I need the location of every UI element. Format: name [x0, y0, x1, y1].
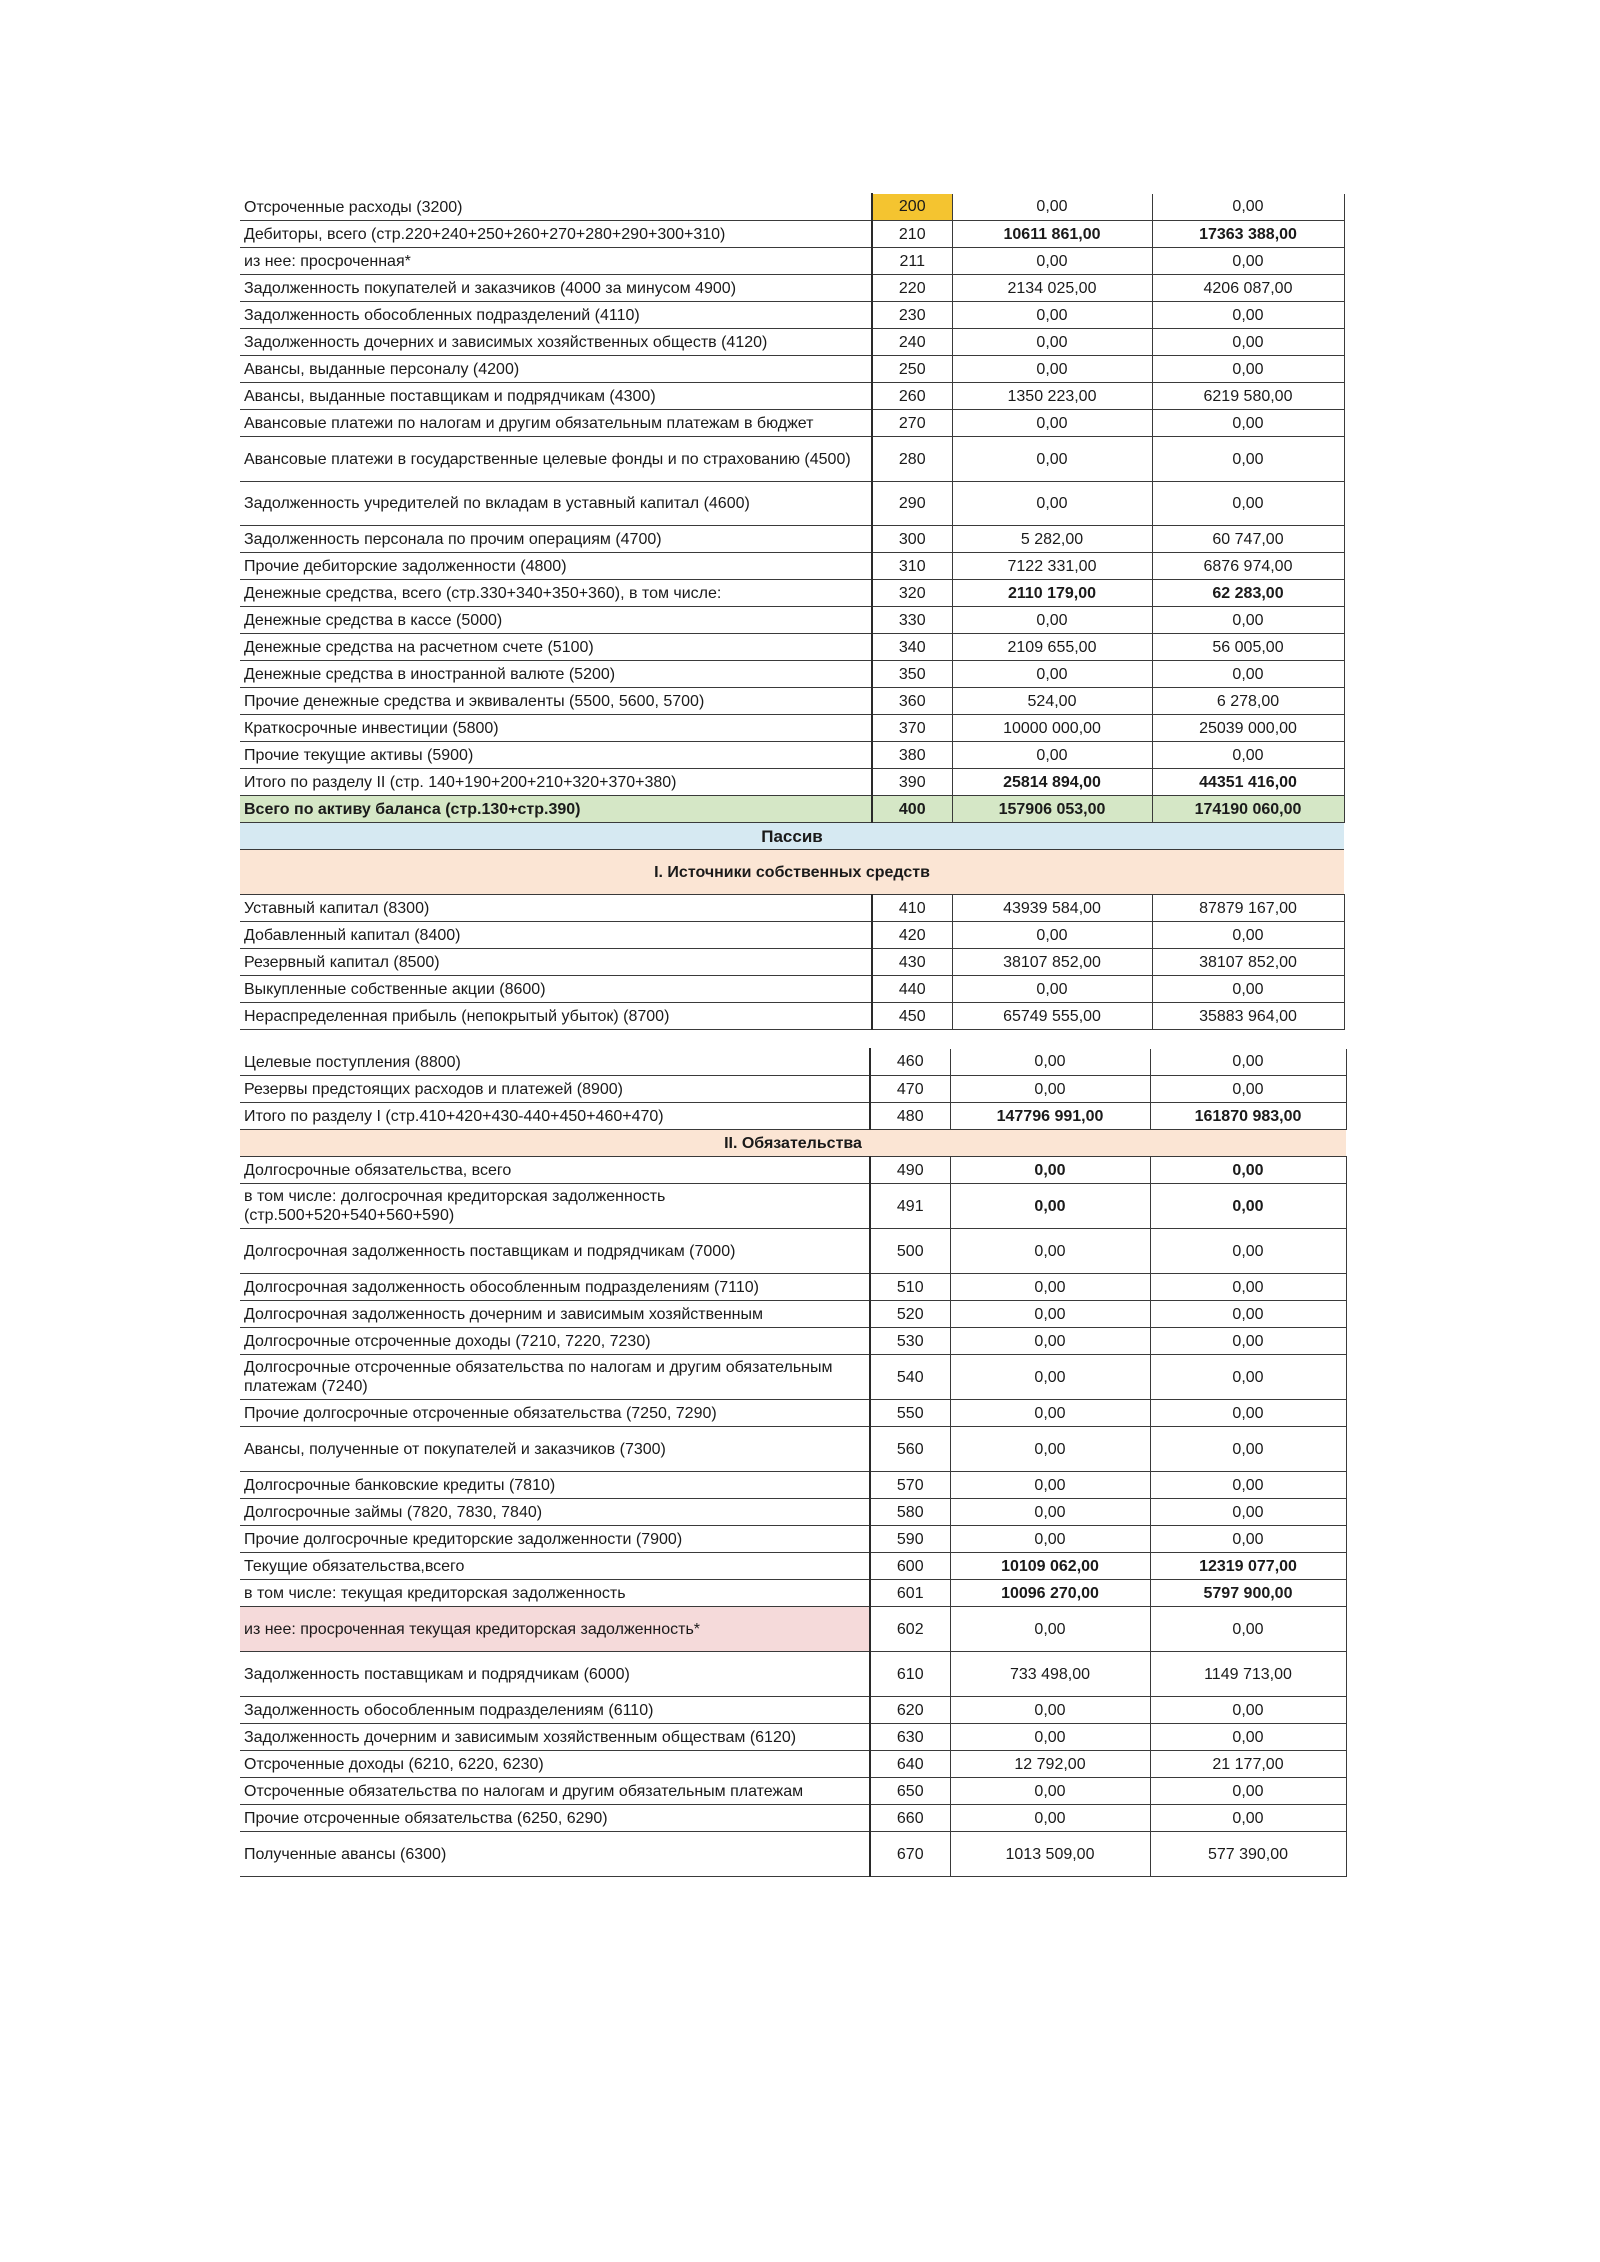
- row-code: 602: [870, 1607, 950, 1652]
- value-start: 157906 053,00: [952, 796, 1152, 823]
- row-code: 400: [872, 796, 952, 823]
- value-start: 0,00: [950, 1607, 1150, 1652]
- row-name: Авансы, выданные персоналу (4200): [240, 356, 872, 383]
- table-row: [240, 634, 1344, 661]
- value-end: 62 283,00: [1152, 580, 1344, 607]
- row-code: 530: [870, 1328, 950, 1355]
- value-end: 0,00: [1150, 1049, 1346, 1076]
- row-code: 670: [870, 1832, 950, 1877]
- value-start: 1350 223,00: [952, 383, 1152, 410]
- row-name: Долгосрочная задолженность обособленным подразделениям (7110): [240, 1274, 870, 1301]
- value-end: 35883 964,00: [1152, 1003, 1344, 1030]
- row-code: 260: [872, 383, 952, 410]
- row-name: Резервный капитал (8500): [240, 949, 872, 976]
- row-code: 620: [870, 1697, 950, 1724]
- value-start: 0,00: [952, 976, 1152, 1003]
- value-end: 0,00: [1150, 1499, 1346, 1526]
- row-name: Резервы предстоящих расходов и платежей (8900): [240, 1076, 870, 1103]
- row-code: 610: [870, 1652, 950, 1697]
- row-code: 340: [872, 634, 952, 661]
- row-code: 220: [872, 275, 952, 302]
- row-name: Прочие текущие активы (5900): [240, 742, 872, 769]
- table-row: [240, 1499, 1346, 1526]
- value-start: 524,00: [952, 688, 1152, 715]
- table-row: [240, 1472, 1346, 1499]
- row-code: 570: [870, 1472, 950, 1499]
- value-start: 2134 025,00: [952, 275, 1152, 302]
- table-row: [240, 922, 1344, 949]
- row-code: 600: [870, 1553, 950, 1580]
- row-name: Денежные средства в иностранной валюте (5200): [240, 661, 872, 688]
- value-start: 0,00: [950, 1229, 1150, 1274]
- table-row: [240, 1652, 1346, 1697]
- row-name: Долгосрочная задолженность поставщикам и подрядчикам (7000): [240, 1229, 870, 1274]
- table-row: [240, 1328, 1346, 1355]
- value-end: 0,00: [1152, 922, 1344, 949]
- value-start: 733 498,00: [950, 1652, 1150, 1697]
- value-end: 161870 983,00: [1150, 1103, 1346, 1130]
- row-code: 390: [872, 769, 952, 796]
- value-start: 1013 509,00: [950, 1832, 1150, 1877]
- value-start: 0,00: [950, 1724, 1150, 1751]
- row-name: Отсроченные доходы (6210, 6220, 6230): [240, 1751, 870, 1778]
- row-name: Краткосрочные инвестиции (5800): [240, 715, 872, 742]
- row-name: Прочие дебиторские задолженности (4800): [240, 553, 872, 580]
- row-name: в том числе: долгосрочная кредиторская задолженность (стр.500+520+540+560+590): [240, 1184, 870, 1229]
- row-name: Текущие обязательства,всего: [240, 1553, 870, 1580]
- table-row: [240, 607, 1344, 634]
- table-row: [240, 1697, 1346, 1724]
- section-equity: [240, 850, 1344, 895]
- row-name: Долгосрочные отсроченные обязательства по налогам и другим обязательным платежам (7240): [240, 1355, 870, 1400]
- value-start: 0,00: [950, 1427, 1150, 1472]
- value-start: 0,00: [950, 1355, 1150, 1400]
- value-start: 25814 894,00: [952, 769, 1152, 796]
- value-end: 0,00: [1150, 1328, 1346, 1355]
- value-start: 2110 179,00: [952, 580, 1152, 607]
- value-start: 0,00: [950, 1472, 1150, 1499]
- row-name: Прочие денежные средства и эквиваленты (5500, 5600, 5700): [240, 688, 872, 715]
- row-code: 500: [870, 1229, 950, 1274]
- value-start: 12 792,00: [950, 1751, 1150, 1778]
- table-row: [240, 1049, 1346, 1076]
- row-code: 470: [870, 1076, 950, 1103]
- value-start: 65749 555,00: [952, 1003, 1152, 1030]
- value-start: 10611 861,00: [952, 221, 1152, 248]
- row-name: Долгосрочные займы (7820, 7830, 7840): [240, 1499, 870, 1526]
- row-code: 410: [872, 895, 952, 922]
- row-code: 300: [872, 526, 952, 553]
- value-end: 87879 167,00: [1152, 895, 1344, 922]
- value-start: 10000 000,00: [952, 715, 1152, 742]
- table-row: [240, 1580, 1346, 1607]
- value-start: 0,00: [952, 437, 1152, 482]
- value-end: 17363 388,00: [1152, 221, 1344, 248]
- value-end: 0,00: [1152, 329, 1344, 356]
- row-name: Долгосрочная задолженность дочерним и зависимым хозяйственным: [240, 1301, 870, 1328]
- row-code: 550: [870, 1400, 950, 1427]
- balance-table-top: [240, 193, 1345, 1030]
- value-end: 0,00: [1150, 1724, 1346, 1751]
- row-name: Задолженность обособленных подразделений (4110): [240, 302, 872, 329]
- value-start: 0,00: [952, 661, 1152, 688]
- row-code: 460: [870, 1049, 950, 1076]
- row-name: Дебиторы, всего (стр.220+240+250+260+270+280+290+300+310): [240, 221, 872, 248]
- row-name: Отсроченные обязательства по налогам и другим обязательным платежам: [240, 1778, 870, 1805]
- value-start: 0,00: [950, 1778, 1150, 1805]
- row-code: 320: [872, 580, 952, 607]
- value-start: 2109 655,00: [952, 634, 1152, 661]
- section-liabilities-label: II. Обязательства: [240, 1130, 1346, 1157]
- table-row: [240, 796, 1344, 823]
- value-end: 6219 580,00: [1152, 383, 1344, 410]
- value-start: 10096 270,00: [950, 1580, 1150, 1607]
- value-end: 21 177,00: [1150, 1751, 1346, 1778]
- row-name: Итого по разделу II (стр. 140+190+200+210+320+370+380): [240, 769, 872, 796]
- value-start: 0,00: [952, 248, 1152, 275]
- row-name: Задолженность дочерних и зависимых хозяйственных обществ (4120): [240, 329, 872, 356]
- row-name: Долгосрочные банковские кредиты (7810): [240, 1472, 870, 1499]
- value-start: 0,00: [952, 607, 1152, 634]
- row-name: Прочие отсроченные обязательства (6250, 6290): [240, 1805, 870, 1832]
- row-code: 350: [872, 661, 952, 688]
- value-start: 0,00: [952, 356, 1152, 383]
- value-start: 147796 991,00: [950, 1103, 1150, 1130]
- row-code: 490: [870, 1157, 950, 1184]
- value-start: 0,00: [950, 1274, 1150, 1301]
- value-start: 0,00: [950, 1328, 1150, 1355]
- row-code: 430: [872, 949, 952, 976]
- value-start: 0,00: [952, 410, 1152, 437]
- value-end: 0,00: [1150, 1526, 1346, 1553]
- row-code: 420: [872, 922, 952, 949]
- row-name: Всего по активу баланса (стр.130+стр.390): [240, 796, 872, 823]
- value-end: 0,00: [1150, 1355, 1346, 1400]
- table-row: [240, 248, 1344, 275]
- section-passive: [240, 823, 1344, 850]
- row-name: Задолженность покупателей и заказчиков (4000 за минусом 4900): [240, 275, 872, 302]
- row-code: 440: [872, 976, 952, 1003]
- table-row: [240, 383, 1344, 410]
- row-name: Задолженность учредителей по вкладам в уставный капитал (4600): [240, 482, 872, 526]
- row-name: Задолженность обособленным подразделениям (6110): [240, 1697, 870, 1724]
- row-code: 560: [870, 1427, 950, 1472]
- value-end: 0,00: [1152, 607, 1344, 634]
- table-row: [240, 715, 1344, 742]
- value-start: 0,00: [950, 1049, 1150, 1076]
- row-code: 650: [870, 1778, 950, 1805]
- value-start: 7122 331,00: [952, 553, 1152, 580]
- value-end: 577 390,00: [1150, 1832, 1346, 1877]
- row-code: 580: [870, 1499, 950, 1526]
- value-start: 0,00: [952, 922, 1152, 949]
- row-name: Авансовые платежи в государственные целевые фонды и по страхованию (4500): [240, 437, 872, 482]
- row-code: 590: [870, 1526, 950, 1553]
- table-row: [240, 1157, 1346, 1184]
- row-code: 640: [870, 1751, 950, 1778]
- table-row: [240, 1003, 1344, 1030]
- row-code: 491: [870, 1184, 950, 1229]
- row-name: Добавленный капитал (8400): [240, 922, 872, 949]
- table-row: [240, 1103, 1346, 1130]
- table-row: [240, 437, 1344, 482]
- row-name: Нераспределенная прибыль (непокрытый убыток) (8700): [240, 1003, 872, 1030]
- balance-table-bottom: [240, 1048, 1347, 1877]
- section-passive-label: Пассив: [240, 823, 1344, 850]
- value-end: 0,00: [1150, 1076, 1346, 1103]
- row-name: Денежные средства на расчетном счете (5100): [240, 634, 872, 661]
- value-end: 0,00: [1150, 1229, 1346, 1274]
- row-name: Авансовые платежи по налогам и другим обязательным платежам в бюджет: [240, 410, 872, 437]
- row-code: 380: [872, 742, 952, 769]
- row-code: 270: [872, 410, 952, 437]
- row-code: 370: [872, 715, 952, 742]
- value-end: 0,00: [1152, 437, 1344, 482]
- value-end: 60 747,00: [1152, 526, 1344, 553]
- table-row: [240, 1832, 1346, 1877]
- row-code: 250: [872, 356, 952, 383]
- value-start: 0,00: [950, 1697, 1150, 1724]
- table-row: [240, 1355, 1346, 1400]
- row-code: 210: [872, 221, 952, 248]
- table-row: [240, 1229, 1346, 1274]
- table-row: [240, 688, 1344, 715]
- table-row: [240, 1427, 1346, 1472]
- row-code: 510: [870, 1274, 950, 1301]
- value-start: 43939 584,00: [952, 895, 1152, 922]
- value-end: 0,00: [1152, 302, 1344, 329]
- row-code: 601: [870, 1580, 950, 1607]
- table-row: [240, 221, 1344, 248]
- table-row: [240, 1400, 1346, 1427]
- value-end: 0,00: [1152, 742, 1344, 769]
- table-row: [240, 1274, 1346, 1301]
- value-start: 0,00: [952, 742, 1152, 769]
- table-row: [240, 895, 1344, 922]
- value-end: 0,00: [1150, 1778, 1346, 1805]
- value-start: 0,00: [950, 1526, 1150, 1553]
- row-code: 230: [872, 302, 952, 329]
- row-code: 310: [872, 553, 952, 580]
- row-name: Полученные авансы (6300): [240, 1832, 870, 1877]
- row-name: Уставный капитал (8300): [240, 895, 872, 922]
- table-row: [240, 1526, 1346, 1553]
- row-name: Денежные средства, всего (стр.330+340+350+360), в том числе:: [240, 580, 872, 607]
- row-code: 280: [872, 437, 952, 482]
- value-start: 0,00: [950, 1157, 1150, 1184]
- value-end: 38107 852,00: [1152, 949, 1344, 976]
- row-name: Прочие долгосрочные кредиторские задолженности (7900): [240, 1526, 870, 1553]
- value-end: 174190 060,00: [1152, 796, 1344, 823]
- row-name: из нее: просроченная*: [240, 248, 872, 275]
- row-code: 480: [870, 1103, 950, 1130]
- value-start: 0,00: [952, 482, 1152, 526]
- value-start: 0,00: [950, 1499, 1150, 1526]
- row-code: 200: [872, 194, 952, 221]
- row-name: из нее: просроченная текущая кредиторская задолженность*: [240, 1607, 870, 1652]
- row-name: Итого по разделу I (стр.410+420+430-440+450+460+470): [240, 1103, 870, 1130]
- table-row: [240, 356, 1344, 383]
- value-end: 44351 416,00: [1152, 769, 1344, 796]
- row-code: 211: [872, 248, 952, 275]
- value-end: 0,00: [1150, 1400, 1346, 1427]
- row-code: 290: [872, 482, 952, 526]
- value-start: 5 282,00: [952, 526, 1152, 553]
- table-row: [240, 949, 1344, 976]
- row-name: в том числе: текущая кредиторская задолженность: [240, 1580, 870, 1607]
- table-row: [240, 1751, 1346, 1778]
- value-start: 38107 852,00: [952, 949, 1152, 976]
- row-code: 520: [870, 1301, 950, 1328]
- value-start: 0,00: [950, 1184, 1150, 1229]
- table-row: [240, 526, 1344, 553]
- table-row: [240, 1778, 1346, 1805]
- value-end: 12319 077,00: [1150, 1553, 1346, 1580]
- value-end: 0,00: [1152, 194, 1344, 221]
- value-end: 0,00: [1150, 1301, 1346, 1328]
- table-row: [240, 275, 1344, 302]
- value-start: 0,00: [952, 194, 1152, 221]
- value-start: 0,00: [950, 1301, 1150, 1328]
- row-name: Задолженность поставщикам и подрядчикам (6000): [240, 1652, 870, 1697]
- table-row: [240, 329, 1344, 356]
- table-row: [240, 1076, 1346, 1103]
- value-end: 0,00: [1150, 1697, 1346, 1724]
- value-start: 0,00: [950, 1400, 1150, 1427]
- table-row: [240, 1607, 1346, 1652]
- table-row: [240, 1301, 1346, 1328]
- value-end: 5797 900,00: [1150, 1580, 1346, 1607]
- value-end: 56 005,00: [1152, 634, 1344, 661]
- row-name: Авансы, выданные поставщикам и подрядчикам (4300): [240, 383, 872, 410]
- table-row: [240, 482, 1344, 526]
- value-end: 0,00: [1152, 976, 1344, 1003]
- value-end: 0,00: [1152, 661, 1344, 688]
- row-code: 630: [870, 1724, 950, 1751]
- table-row: [240, 976, 1344, 1003]
- value-end: 0,00: [1152, 410, 1344, 437]
- row-name: Авансы, полученные от покупателей и заказчиков (7300): [240, 1427, 870, 1472]
- row-name: Денежные средства в кассе (5000): [240, 607, 872, 634]
- table-row: [240, 742, 1344, 769]
- table-row: [240, 1184, 1346, 1229]
- row-name: Выкупленные собственные акции (8600): [240, 976, 872, 1003]
- value-end: 0,00: [1152, 248, 1344, 275]
- value-end: 0,00: [1150, 1184, 1346, 1229]
- row-code: 660: [870, 1805, 950, 1832]
- row-name: Отсроченные расходы (3200): [240, 194, 872, 221]
- row-name: Задолженность дочерним и зависимым хозяйственным обществам (6120): [240, 1724, 870, 1751]
- value-end: 1149 713,00: [1150, 1652, 1346, 1697]
- table-row: [240, 1805, 1346, 1832]
- value-end: 4206 087,00: [1152, 275, 1344, 302]
- value-start: 0,00: [950, 1076, 1150, 1103]
- table-row: [240, 410, 1344, 437]
- table-row: [240, 580, 1344, 607]
- row-code: 240: [872, 329, 952, 356]
- table-row: [240, 661, 1344, 688]
- table-row: [240, 769, 1344, 796]
- value-end: 6876 974,00: [1152, 553, 1344, 580]
- table-row: [240, 1724, 1346, 1751]
- row-name: Целевые поступления (8800): [240, 1049, 870, 1076]
- row-code: 540: [870, 1355, 950, 1400]
- table-row: [240, 302, 1344, 329]
- value-end: 0,00: [1152, 482, 1344, 526]
- row-code: 450: [872, 1003, 952, 1030]
- row-code: 360: [872, 688, 952, 715]
- row-name: Прочие долгосрочные отсроченные обязательства (7250, 7290): [240, 1400, 870, 1427]
- value-end: 0,00: [1150, 1427, 1346, 1472]
- value-end: 0,00: [1150, 1157, 1346, 1184]
- value-end: 0,00: [1150, 1274, 1346, 1301]
- value-end: 6 278,00: [1152, 688, 1344, 715]
- value-start: 10109 062,00: [950, 1553, 1150, 1580]
- section-equity-label: I. Источники собственных средств: [240, 850, 1344, 895]
- table-row: [240, 553, 1344, 580]
- value-start: 0,00: [952, 329, 1152, 356]
- row-name: Долгосрочные обязательства, всего: [240, 1157, 870, 1184]
- section-liabilities: [240, 1130, 1346, 1157]
- row-code: 330: [872, 607, 952, 634]
- value-end: 0,00: [1150, 1805, 1346, 1832]
- value-start: 0,00: [950, 1805, 1150, 1832]
- row-name: Задолженность персонала по прочим операциям (4700): [240, 526, 872, 553]
- table-row: [240, 194, 1344, 221]
- value-end: 0,00: [1152, 356, 1344, 383]
- value-end: 25039 000,00: [1152, 715, 1344, 742]
- value-end: 0,00: [1150, 1472, 1346, 1499]
- table-row: [240, 1553, 1346, 1580]
- value-start: 0,00: [952, 302, 1152, 329]
- value-end: 0,00: [1150, 1607, 1346, 1652]
- row-name: Долгосрочные отсроченные доходы (7210, 7220, 7230): [240, 1328, 870, 1355]
